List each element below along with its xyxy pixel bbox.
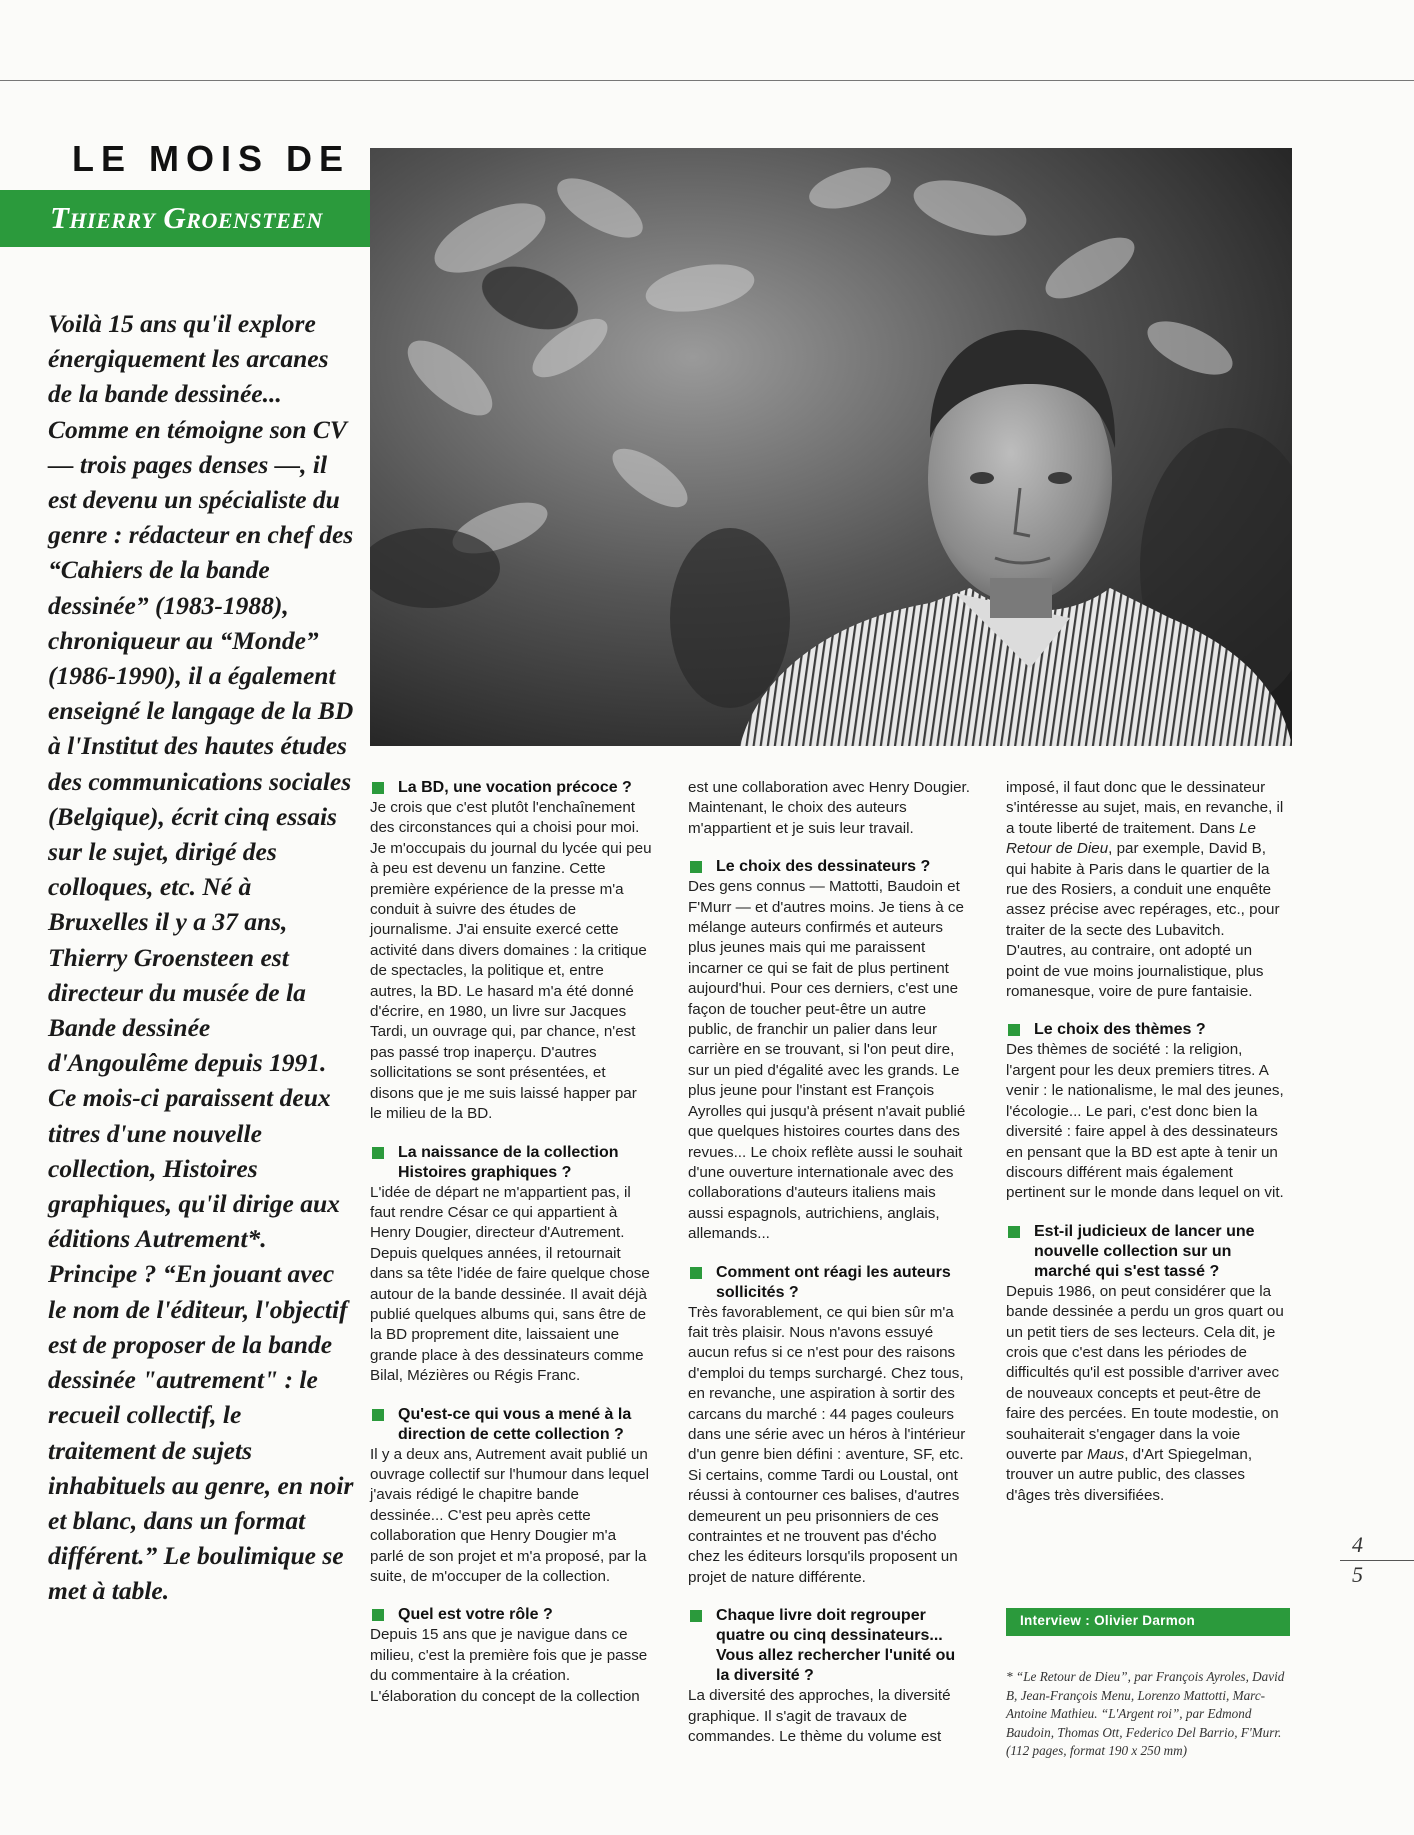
footnote: * “Le Retour de Dieu”, par François Ayroles, David B, Jean-François Menu, Lorenzo Mattotti, Marc-Antoine Mathieu. “L'Argent roi”, par Edmond Baudoin, Thomas Ott, Federico Del Barrio, F'Murr. (112 pages, format 190 x 250 mm) [1006, 1669, 1285, 1759]
green-square-bullet [690, 1610, 702, 1622]
interview-question [370, 1405, 652, 1445]
interview-answer: Il y a deux ans, Autrement avait publié un ouvrage collectif sur l'humour dans lequel j'avais rédigé le chapitre bande dessinée... C'est peu après cette collaboration que Henry Dougier m'a parlé de son projet et m'a proposé, par la suite, de m'occuper de la collection. [370, 1445, 649, 1585]
interview-question [1006, 1020, 1288, 1040]
interview-answer: Des gens connus — Mattotti, Baudoin et F'Murr — et d'autres moins. Je tiens à ce mélange auteurs confirmés et auteurs plus jeunes mais qui me paraissent incarner ce qui se fait de plus pertinent aujourd'hui. Pour ces derniers, c'est une façon de toucher peut-être un autre public, de franchir un palier dans leur carrière en se trouvant, si l'on peut dire, sur un pied d'égalité avec les grands. Le plus jeune pour l'instant est François Ayrolles qui jusqu'à présent n'avait publié que quelques histoires courtes dans des revues... Le choix reflète aussi le souhait d'une ouverture internationale avec des collaborations d'auteurs italiens mais aussi espagnols, autrichiens, anglais, allemands... [688, 878, 966, 1243]
qa-block [688, 857, 970, 1244]
qa-block [370, 1405, 652, 1588]
page-number-right: 5 [1352, 1562, 1363, 1587]
qa-block [1006, 1020, 1288, 1203]
green-square-bullet [690, 861, 702, 873]
qa-block [688, 1263, 970, 1589]
interview-answer [1006, 778, 1288, 1002]
question-text: La naissance de la collection Histoires graphiques ? [398, 1143, 619, 1181]
question-text: Comment ont réagi les auteurs sollicités ? [716, 1263, 951, 1301]
green-square-bullet [372, 1609, 384, 1621]
interview-answer [1006, 1282, 1288, 1506]
intro-text: Voilà 15 ans qu'il explore énergiquement les arcanes de la bande dessinée... Comme en témoigne son CV — trois pages denses —, il est devenu un spécialiste du genre : rédacteur en chef des “Cahiers de la bande dessinée” (1983-1988), chroniqueur au “Monde” (1986-1990), il a également enseigné le langage de la BD à l'Institut des hautes études des communications sociales (Belgique), écrit cinq essais sur le sujet, dirigé des colloques, etc. Né à Bruxelles il y a 37 ans, Thierry Groensteen est directeur du musée de la Bande dessinée d'Angoulême depuis 1991. Ce mois-ci paraissent deux titres d'une nouvelle collection, Histoires graphiques, qu'il dirige aux éditions Autrement*. Principe ? “En jouant avec le nom de l'éditeur, l'objectif est de proposer de la bande dessinée "autrement" : le recueil collectif, le traitement de sujets inhabituels au genre, en noir et blanc, dans un format différent.” Le boulimique se met à table. [48, 309, 354, 1606]
interview-question [688, 1263, 970, 1303]
portrait-photo [370, 148, 1292, 746]
answer-text: , d'Art Spiegelman, trouver un autre public, des classes d'âges très diversifiées. [1006, 1445, 1253, 1504]
interview-column-2 [688, 778, 970, 1765]
interview-answer: L'idée de départ ne m'appartient pas, il faut rendre César ce qui appartient à Henry Dougier, directeur d'Autrement. Depuis quelques années, il retournait dans sa tête l'idée de faire quelque chose autour de la bande dessinée. Il avait déjà publié quelques albums qui, sans être de la BD proprement dite, laissaient une grande place à des dessinateurs comme Bilal, Mézières ou Régis Franc. [370, 1183, 650, 1385]
green-square-bullet [1008, 1226, 1020, 1238]
interview-credit-box [1006, 1608, 1290, 1636]
green-square-bullet [372, 1147, 384, 1159]
question-text: Est-il judicieux de lancer une nouvelle collection sur un marché qui s'est tassé ? [1034, 1222, 1255, 1280]
question-text: Chaque livre doit regrouper quatre ou cinq dessinateurs... Vous allez rechercher l'unité ou la diversité ? [716, 1607, 956, 1685]
green-square-bullet [1008, 1024, 1020, 1036]
interview-question [1006, 1222, 1288, 1282]
page-folio [1340, 1532, 1414, 1592]
answer-text: Depuis 1986, on peut considérer que la bande dessinée a perdu un gros quart ou un petit tiers de ses lecteurs. Cela dit, je crois que c'est dans les périodes de difficultés qu'il est possible d'arriver avec de nouveaux concepts et peut-être de faire des percées. En toute modestie, on souhaiterait s'engager dans la voie ouverte par [1006, 1282, 1284, 1463]
folio-divider [1340, 1560, 1414, 1561]
top-rule [0, 80, 1414, 81]
question-text: Qu'est-ce qui vous a mené à la direction de cette collection ? [398, 1405, 632, 1443]
question-text: Le choix des thèmes ? [1034, 1021, 1206, 1039]
qa-continuation [688, 778, 970, 839]
interview-answer: est une collaboration avec Henry Dougier. Maintenant, le choix des auteurs m'appartient et je suis leur travail. [688, 779, 970, 837]
interview-answer: Je crois que c'est plutôt l'enchaînement des circonstances qui a choisi pour moi. Je m'occupais du journal du lycée qui peu à peu est devenu un fanzine. Cette première expérience de la presse m'a conduit à suivre des études de journalisme. J'ai ensuite exercé cette activité dans divers domaines : la critique de spectacles, la politique et, entre autres, la BD. Le hasard m'a été donné d'écrire, en 1980, un livre sur Jacques Tardi, un ouvrage qui, par chance, n'est pas passé trop inaperçu. D'autres sollicitations se sont présentées, et disons que je me suis laissé happer par le milieu de la BD. [370, 799, 652, 1123]
answer-text: , par exemple, David B, qui habite à Paris dans le quartier de la rue des Rosiers, a conduit une enquête assez précise avec repérages, etc., pour traiter de la secte des Lubavitch. D'autres, au contraire, ont adopté un point de vue moins journalistique, plus romanesque, voire de pure fantaisie. [1006, 840, 1280, 1001]
question-text: La BD, une vocation précoce ? [398, 779, 632, 796]
qa-block [370, 778, 652, 1125]
section-kicker: LE MOIS DE [72, 138, 351, 179]
interview-answer: Des thèmes de société : la religion, l'argent pour les deux premiers titres. A venir : le nationalisme, le mal des jeunes, l'écologie... Le pari, c'est donc bien la diversité : faire appel à des dessinateurs en pensant que la BD est apte à tenir un discours différent mais également pertinent sur le monde dans lequel on vit. [1006, 1041, 1284, 1202]
qa-block [370, 1143, 652, 1387]
qa-block [370, 1605, 652, 1707]
interview-answer: Depuis 15 ans que je navigue dans ce milieu, c'est la première fois que je passe du commentaire à la création. L'élaboration du concept de la collection [370, 1626, 648, 1705]
qa-continuation [1006, 778, 1288, 1002]
interview-answer: Très favorablement, ce qui bien sûr m'a fait très plaisir. Nous n'avons essuyé aucun refus si ce n'est pour des raisons d'emploi du temps surchargé. Chez tous, en revanche, une aspiration à sortir des carcans du marché : 44 pages couleurs dans une série avec un héros à l'intérieur d'un genre bien défini : aventure, SF, etc. Si certains, comme Tardi ou Loustal, ont réussi à contourner ces balises, d'autres demeurent un peu prisonniers de ces contraintes et ne trouvent pas d'écho chez les éditeurs lorsqu'ils proposent un projet de nature différente. [688, 1303, 966, 1586]
answer-text: imposé, il faut donc que le dessinateur s'intéresse au sujet, mais, en revanche, il a toute liberté de traitement. Dans [1006, 779, 1284, 837]
interview-question [688, 857, 970, 877]
interview-column-1 [370, 778, 652, 1725]
green-square-bullet [372, 782, 384, 794]
book-title: Le Retour de Dieu [1006, 819, 1256, 858]
book-title: Maus [1087, 1445, 1125, 1463]
person-name: Thierry Groensteen [50, 200, 323, 235]
interview-question [370, 1143, 652, 1183]
interview-answer: La diversité des approches, la diversité graphique. Il s'agit de travaux de commandes. Le thème du volume est [688, 1687, 951, 1746]
interview-question [370, 1605, 652, 1625]
interview-question [370, 778, 652, 798]
qa-block [688, 1606, 970, 1747]
interview-question [688, 1606, 970, 1686]
question-text: Le choix des dessinateurs ? [716, 858, 931, 876]
qa-block [1006, 1222, 1288, 1506]
green-square-bullet [372, 1409, 384, 1421]
interview-column-3 [1006, 778, 1288, 1524]
green-square-bullet [690, 1267, 702, 1279]
page-number-left: 4 [1352, 1532, 1363, 1557]
portrait-photo-image [370, 148, 1292, 746]
question-text: Quel est votre rôle ? [398, 1606, 553, 1624]
interview-credit: Interview : Olivier Darmon [1020, 1613, 1196, 1628]
